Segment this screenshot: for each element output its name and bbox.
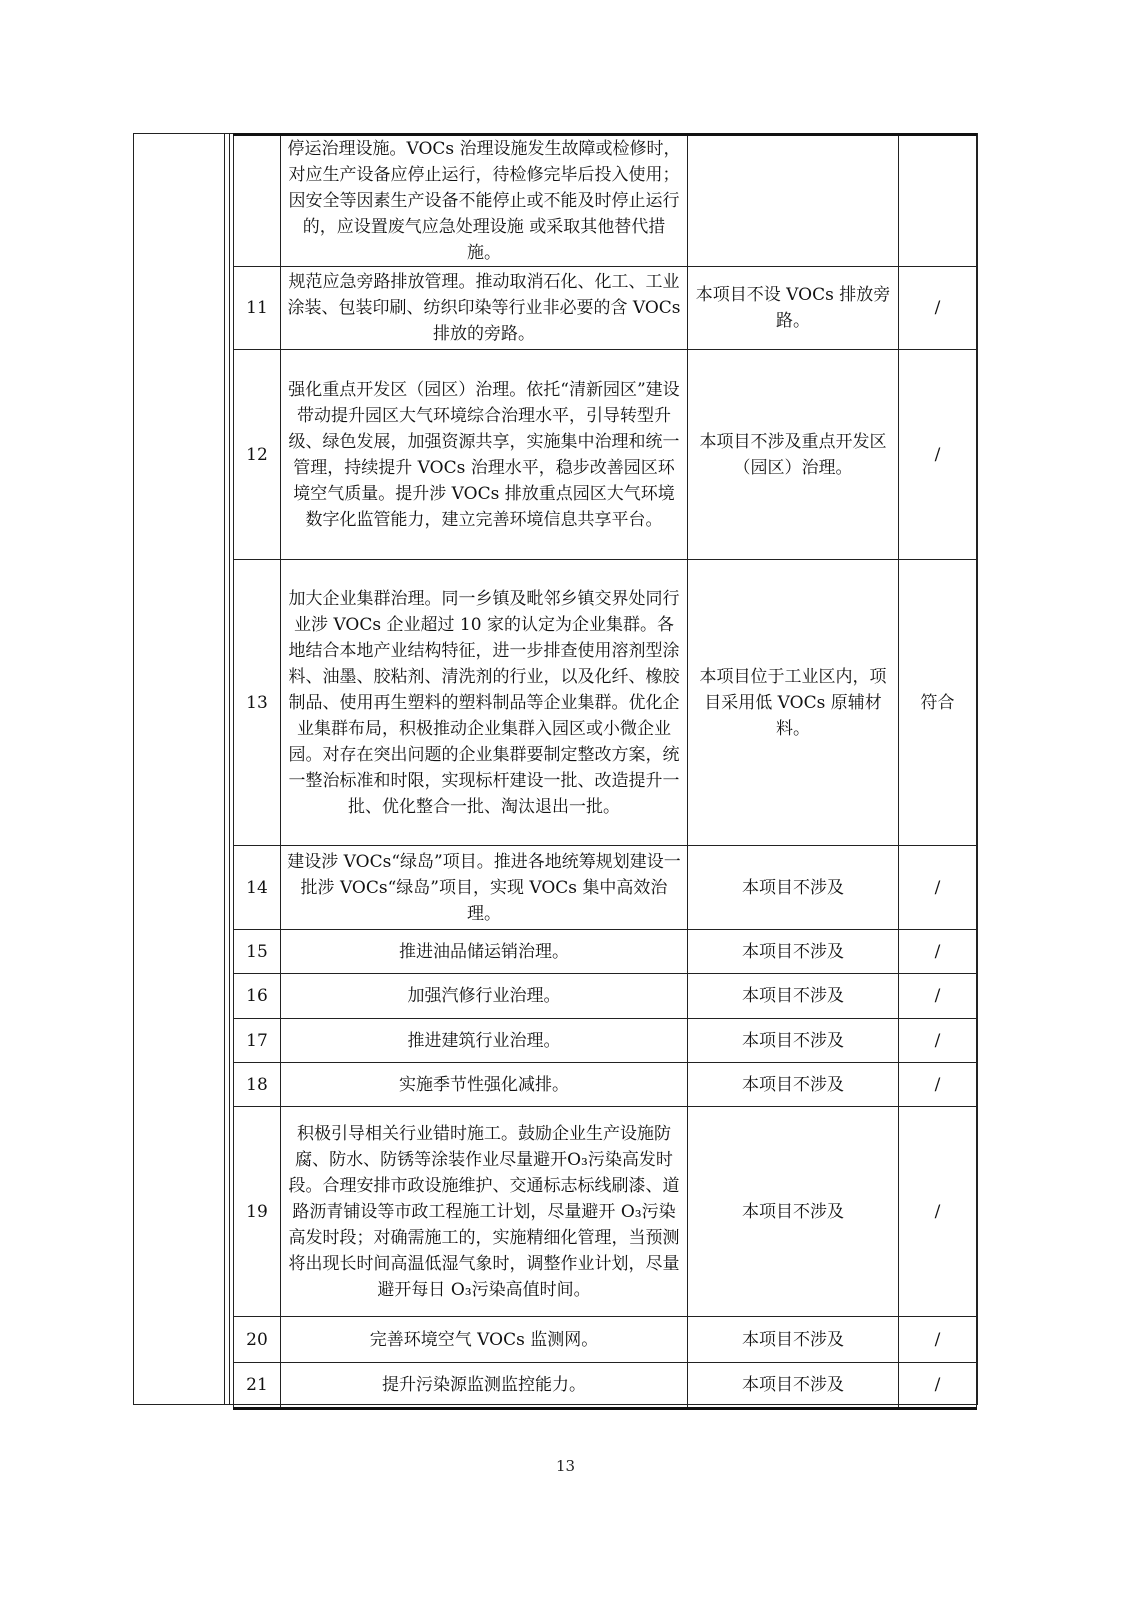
row-content: 推进油品储运销治理。 bbox=[281, 930, 688, 974]
table-row bbox=[234, 560, 977, 846]
row-result: / bbox=[899, 846, 977, 930]
row-measure bbox=[688, 135, 899, 267]
row-content: 建设涉 VOCs“绿岛”项目。推进各地统筹规划建设一批涉 VOCs“绿岛”项目，实现 VOCs 集中高效治理。 bbox=[281, 846, 688, 930]
row-measure: 本项目不涉及 bbox=[688, 1063, 899, 1107]
row-number: 13 bbox=[234, 560, 281, 846]
row-number: 11 bbox=[234, 267, 281, 350]
row-content: 加强汽修行业治理。 bbox=[281, 974, 688, 1019]
table-row bbox=[234, 846, 977, 930]
table-row bbox=[234, 350, 977, 560]
row-measure: 本项目不涉及 bbox=[688, 974, 899, 1019]
table-row bbox=[234, 974, 977, 1019]
row-content: 实施季节性强化减排。 bbox=[281, 1063, 688, 1107]
row-result: / bbox=[899, 974, 977, 1019]
row-result: / bbox=[899, 1363, 977, 1409]
row-content: 强化重点开发区（园区）治理。依托“清新园区”建设带动提升园区大气环境综合治理水平，引导转型升级、绿色发展，加强资源共享，实施集中治理和统一管理，持续提升 VOCs 治理水平，稳步改善园区环境空气质量。提升涉 VOCs 排放重点园区大气环境数字化监管能力，建立完善环境信息共享平台。 bbox=[281, 350, 688, 560]
page-number: 13 bbox=[555, 1457, 576, 1475]
table-row bbox=[234, 1107, 977, 1317]
row-measure: 本项目不涉及 bbox=[688, 930, 899, 974]
row-measure: 本项目不涉及 bbox=[688, 1107, 899, 1317]
row-number: 21 bbox=[234, 1363, 281, 1409]
row-measure: 本项目不涉及 bbox=[688, 1019, 899, 1063]
table-row bbox=[234, 930, 977, 974]
requirements-table bbox=[233, 133, 977, 1410]
row-result: / bbox=[899, 1317, 977, 1363]
row-result: / bbox=[899, 1019, 977, 1063]
row-result: 符合 bbox=[899, 560, 977, 846]
row-number: 18 bbox=[234, 1063, 281, 1107]
table-row bbox=[234, 1317, 977, 1363]
row-content: 推进建筑行业治理。 bbox=[281, 1019, 688, 1063]
row-number: 19 bbox=[234, 1107, 281, 1317]
row-number: 16 bbox=[234, 974, 281, 1019]
row-content: 停运治理设施。VOCs 治理设施发生故障或检修时，对应生产设备应停止运行，待检修完毕后投入使用；因安全等因素生产设备不能停止或不能及时停止运行的，应设置废气应急处理设施 或采取其他替代措施。 bbox=[281, 135, 688, 267]
row-content: 积极引导相关行业错时施工。鼓励企业生产设施防腐、防水、防锈等涂装作业尽量避开O₃污染高发时段。合理安排市政设施维护、交通标志标线刷漆、道路沥青铺设等市政工程施工计划，尽量避开 O₃污染高发时段；对确需施工的，实施精细化管理，当预测将出现长时间高温低湿气象时，调整作业计划，尽量避开每日 O₃污染高值时间。 bbox=[281, 1107, 688, 1317]
row-result: / bbox=[899, 1107, 977, 1317]
table-row bbox=[234, 135, 977, 267]
row-number: 14 bbox=[234, 846, 281, 930]
row-number bbox=[234, 135, 281, 267]
row-measure: 本项目不涉及重点开发区（园区）治理。 bbox=[688, 350, 899, 560]
table-row bbox=[234, 1019, 977, 1063]
row-measure: 本项目不涉及 bbox=[688, 1317, 899, 1363]
row-measure: 本项目不涉及 bbox=[688, 846, 899, 930]
outer-column-divider bbox=[224, 133, 225, 1405]
row-content: 提升污染源监测监控能力。 bbox=[281, 1363, 688, 1409]
row-number: 12 bbox=[234, 350, 281, 560]
row-measure: 本项目位于工业区内，项目采用低 VOCs 原辅材料。 bbox=[688, 560, 899, 846]
row-result: / bbox=[899, 267, 977, 350]
row-measure: 本项目不涉及 bbox=[688, 1363, 899, 1409]
row-number: 15 bbox=[234, 930, 281, 974]
table-row bbox=[234, 1363, 977, 1409]
inner-column-divider bbox=[229, 133, 230, 1405]
row-number: 17 bbox=[234, 1019, 281, 1063]
row-number: 20 bbox=[234, 1317, 281, 1363]
row-content: 规范应急旁路排放管理。推动取消石化、化工、工业涂装、包装印刷、纺织印染等行业非必要的含 VOCs 排放的旁路。 bbox=[281, 267, 688, 350]
row-content: 完善环境空气 VOCs 监测网。 bbox=[281, 1317, 688, 1363]
row-result: / bbox=[899, 930, 977, 974]
row-measure: 本项目不设 VOCs 排放旁路。 bbox=[688, 267, 899, 350]
row-result bbox=[899, 135, 977, 267]
table-row bbox=[234, 1063, 977, 1107]
row-content: 加大企业集群治理。同一乡镇及毗邻乡镇交界处同行业涉 VOCs 企业超过 10 家的认定为企业集群。各地结合本地产业结构特征，进一步排查使用溶剂型涂料、油墨、胶粘剂、清洗剂的行业，以及化纤、橡胶制品、使用再生塑料的塑料制品等企业集群。优化企业集群布局，积极推动企业集群入园区或小微企业园。对存在突出问题的企业集群要制定整改方案，统一整治标准和时限，实现标杆建设一批、改造提升一批、优化整合一批、淘汰退出一批。 bbox=[281, 560, 688, 846]
table-row bbox=[234, 267, 977, 350]
row-result: / bbox=[899, 1063, 977, 1107]
row-result: / bbox=[899, 350, 977, 560]
